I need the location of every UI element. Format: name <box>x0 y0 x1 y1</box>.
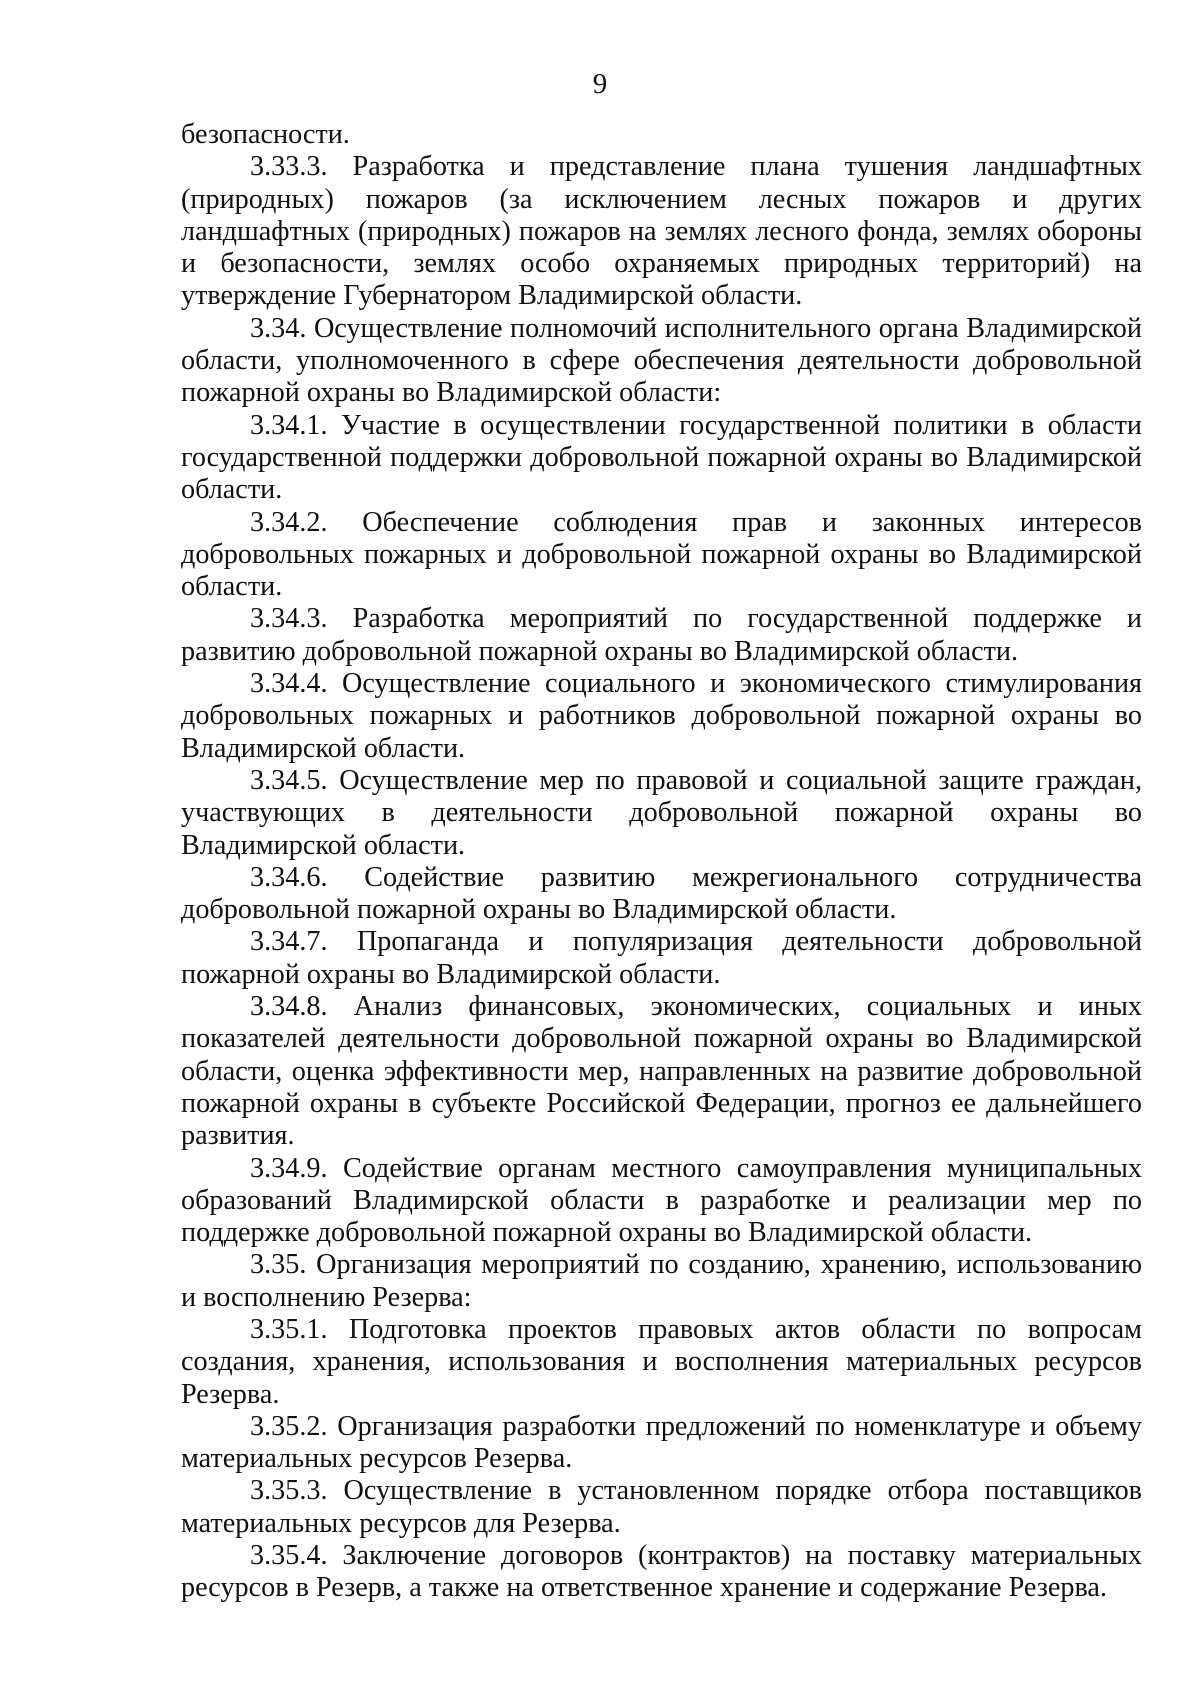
paragraph: 3.35.4. Заключение договоров (контрактов) на поставку материальных ресурсов в Резерв, а также на ответственное хранение и содержание Резерва. <box>181 1540 1142 1604</box>
paragraph: 3.34.8. Анализ финансовых, экономических, социальных и иных показателей деятельности добровольной пожарной охраны во Владимирской области, оценка эффективности мер, направленных на развитие добровольной пожарной охраны в субъекте Российской Федерации, прогноз ее дальнейшего развития. <box>181 991 1142 1152</box>
paragraph: 3.34.2. Обеспечение соблюдения прав и законных интересов добровольных пожарных и добровольной пожарной охраны во Владимирской области. <box>181 506 1142 603</box>
paragraph: 3.34.7. Пропаганда и популяризация деятельности добровольной пожарной охраны во Владимирской области. <box>181 926 1142 990</box>
paragraph: 3.33.3. Разработка и представление плана тушения ландшафтных (природных) пожаров (за исключением лесных пожаров и других ландшафтных (природных) пожаров на землях лесного фонда, землях обороны и безопасности, землях особо охраняемых природных территорий) на утверждение Губернатором Владимирской области. <box>181 151 1142 312</box>
document-body <box>181 119 1142 1605</box>
paragraph: 3.34.3. Разработка мероприятий по государственной поддержке и развитию добровольной пожарной охраны во Владимирской области. <box>181 603 1142 667</box>
paragraph: 3.35.2. Организация разработки предложений по номенклатуре и объему материальных ресурсов Резерва. <box>181 1410 1142 1475</box>
page-number: 9 <box>592 68 608 100</box>
paragraph: 3.34.9. Содействие органам местного самоуправления муниципальных образований Владимирской области в разработке и реализации мер по поддержке добровольной пожарной охраны во Владимирской области. <box>181 1152 1142 1249</box>
paragraph: 3.35.1. Подготовка проектов правовых актов области по вопросам создания, хранения, использования и восполнения материальных ресурсов Резерва. <box>181 1313 1142 1410</box>
paragraph: 3.34. Осуществление полномочий исполнительного органа Владимирской области, уполномоченного в сфере обеспечения деятельности добровольной пожарной охраны во Владимирской области: <box>181 312 1142 409</box>
paragraph: 3.34.1. Участие в осуществлении государственной политики в области государственной поддержки добровольной пожарной охраны во Владимирской области. <box>181 409 1142 506</box>
paragraph: 3.35.3. Осуществление в установленном порядке отбора поставщиков материальных ресурсов для Резерва. <box>181 1475 1142 1539</box>
paragraph: безопасности. <box>181 119 350 150</box>
paragraph: 3.35. Организация мероприятий по созданию, хранению, использованию и восполнению Резерва: <box>181 1249 1142 1313</box>
paragraph: 3.34.6. Содействие развитию межрегионального сотрудничества добровольной пожарной охраны во Владимирской области. <box>181 861 1142 926</box>
paragraph: 3.34.4. Осуществление социального и экономического стимулирования добровольных пожарных и работников добровольной пожарной охраны во Владимирской области. <box>181 668 1142 764</box>
paragraph: 3.34.5. Осуществление мер по правовой и социальной защите граждан, участвующих в деятельности добровольной пожарной охраны во Владимирской области. <box>181 764 1142 861</box>
